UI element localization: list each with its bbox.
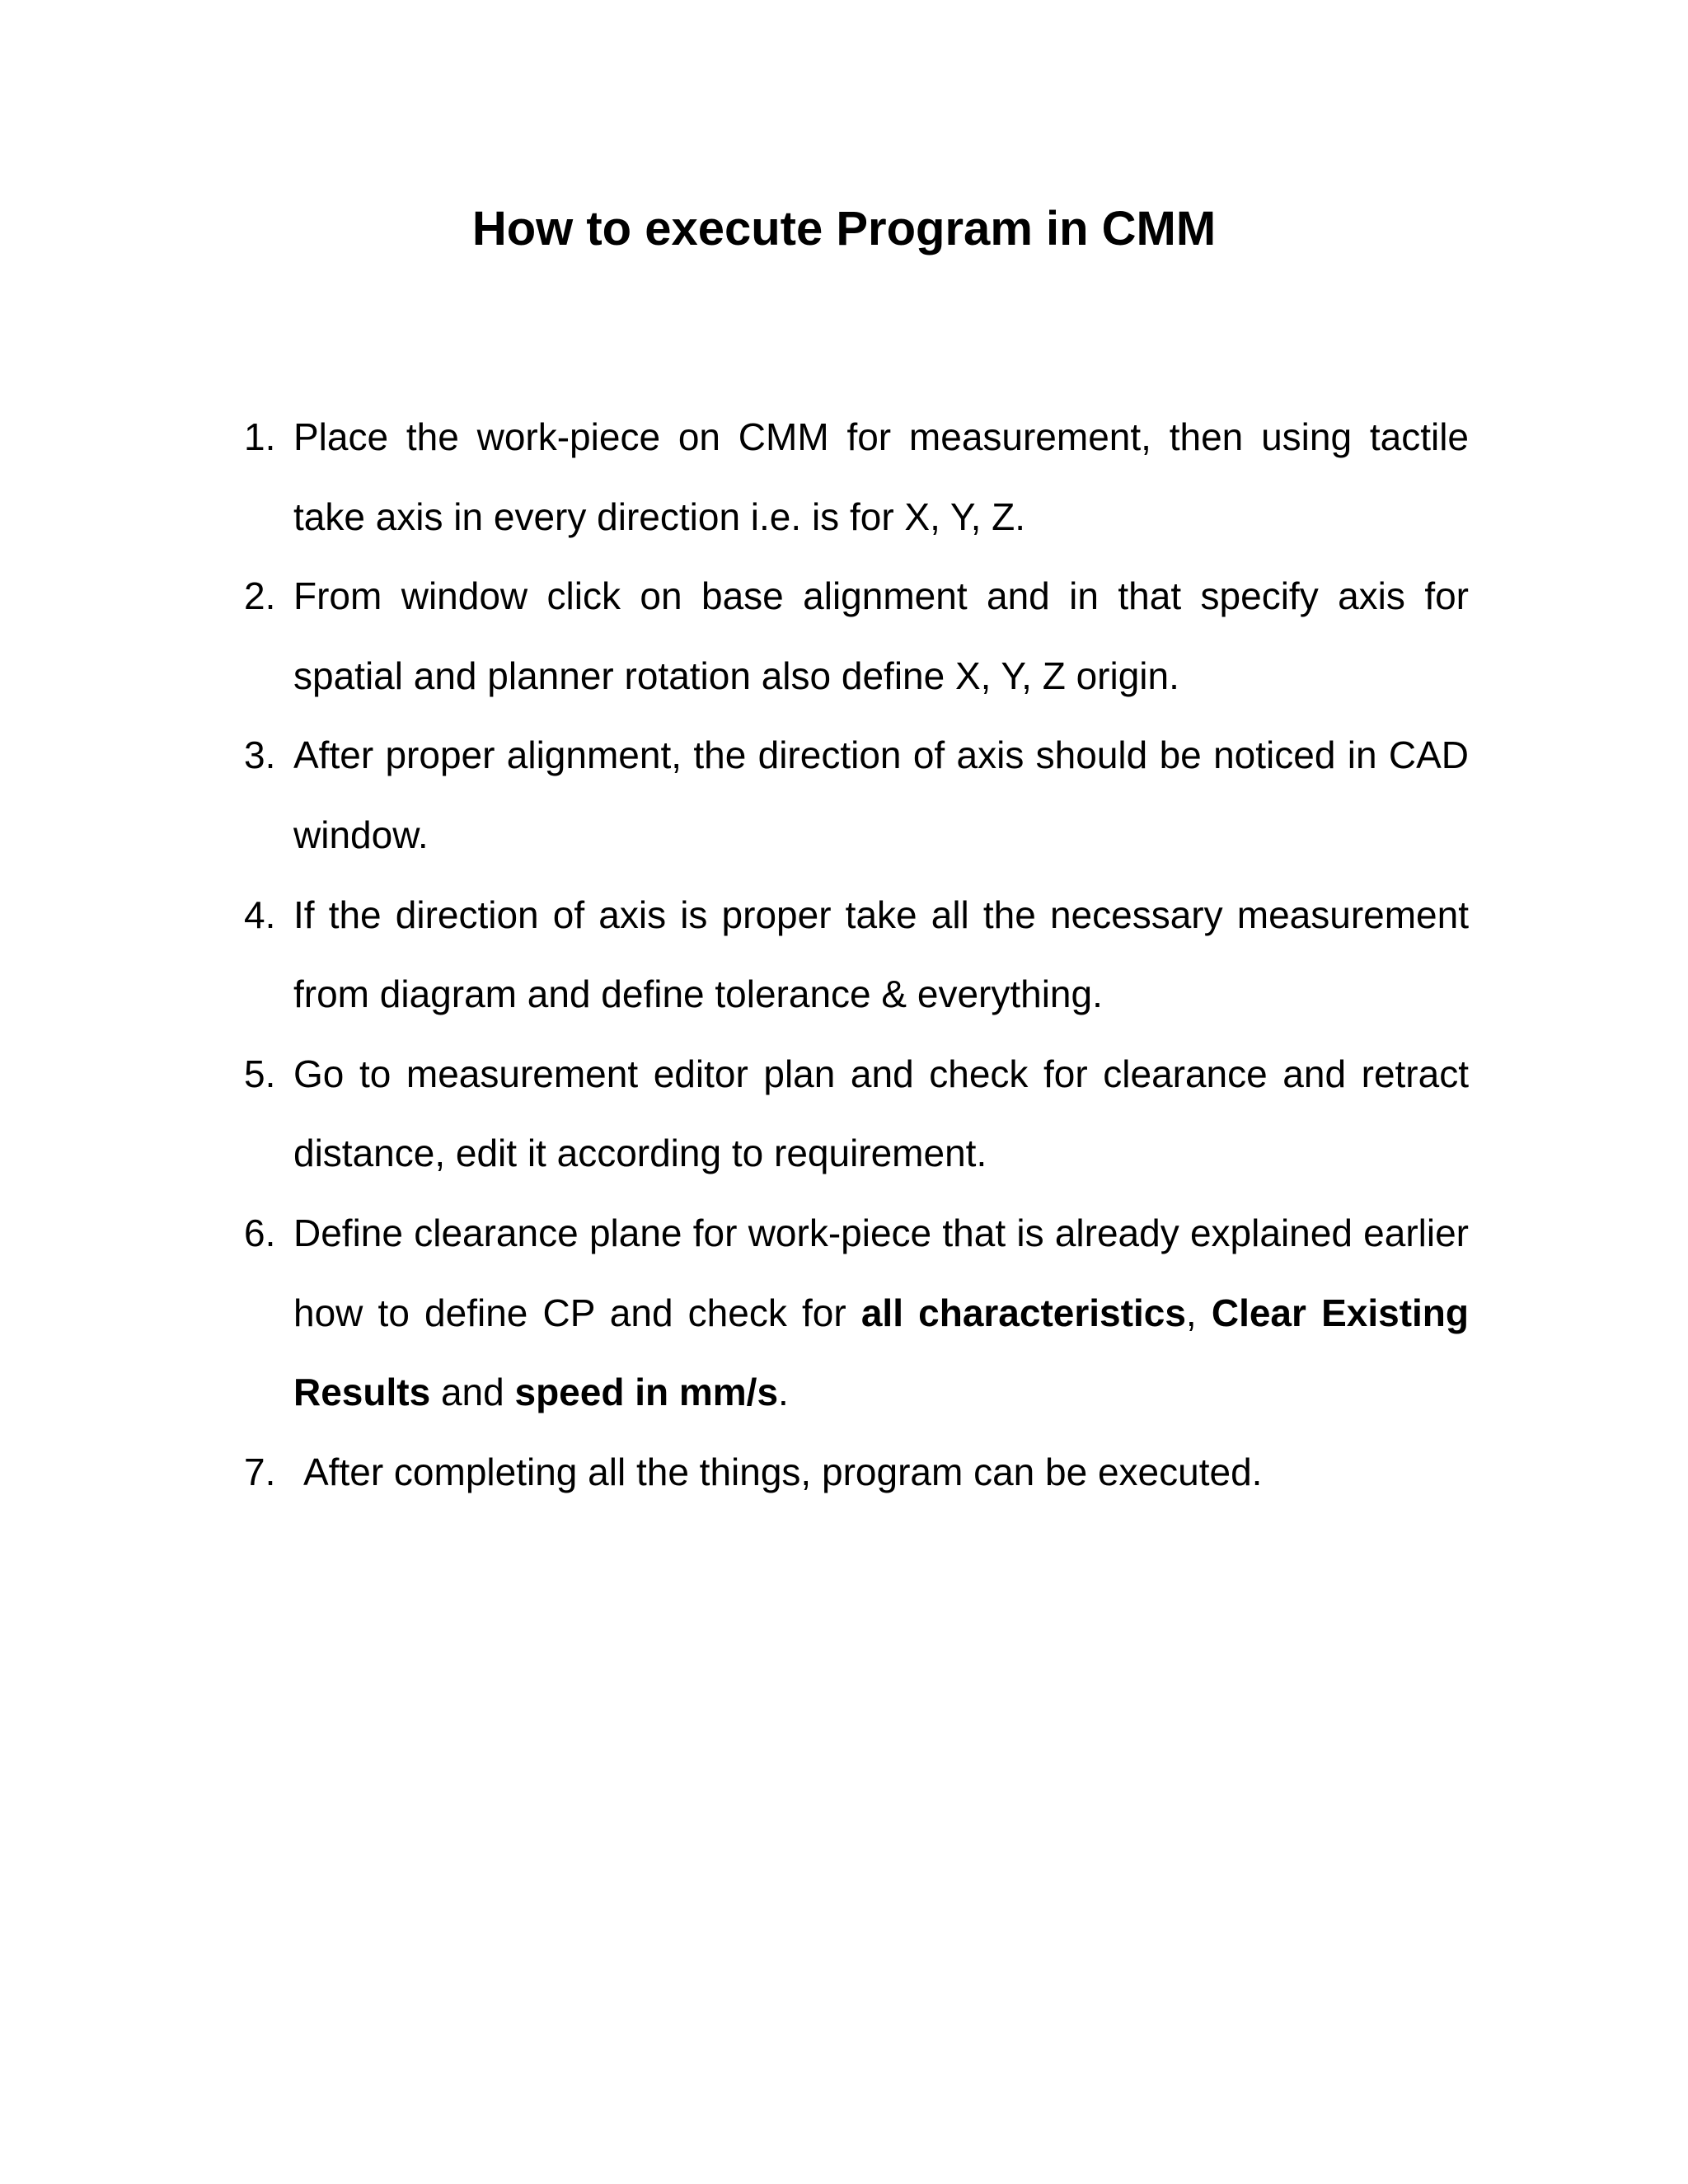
list-item-step-1 — [244, 397, 1469, 556]
step-text — [293, 1052, 1469, 1175]
steps-list — [244, 397, 1469, 1511]
step-text — [293, 733, 1469, 856]
step-text-segment: If the direction of axis is proper take all the necessary measurement from diagram and define tolerance & everything. — [293, 893, 1469, 1016]
list-item-step-7 — [244, 1432, 1469, 1512]
step-text-segment: Go to measurement editor plan and check for clearance and retract distance, edit it according to requirement. — [293, 1052, 1469, 1175]
list-item-step-6 — [244, 1193, 1469, 1432]
list-item-step-4 — [244, 875, 1469, 1034]
step-text — [293, 1212, 1469, 1413]
step-number: 5. — [244, 1052, 276, 1095]
step-number: 6. — [244, 1211, 276, 1254]
step-text — [293, 893, 1469, 1016]
step-text-segment: Place the work-piece on CMM for measurement, then using tactile take axis in every direction i.e. is for X, Y, Z. — [293, 415, 1469, 538]
step-number: 2. — [244, 574, 276, 618]
list-item-step-5 — [244, 1034, 1469, 1193]
list-item-step-2 — [244, 556, 1469, 715]
step-number: 7. — [244, 1450, 276, 1493]
step-text — [293, 415, 1469, 538]
step-text-segment: After proper alignment, the direction of axis should be noticed in CAD window. — [293, 733, 1469, 856]
step-number: 4. — [244, 893, 276, 936]
bold-term-all-characteristics: all characteristics — [860, 1291, 1186, 1334]
step-text-segment: From window click on base alignment and in that specify axis for spatial and planner rotation also define X, Y, Z origin. — [293, 574, 1469, 697]
step-number: 1. — [244, 415, 276, 458]
step-text-segment: After completing all the things, program can be executed. — [303, 1450, 1263, 1493]
step-number: 3. — [244, 733, 276, 777]
step-text — [303, 1451, 1262, 1493]
list-item-step-3 — [244, 715, 1469, 874]
step-text — [293, 574, 1469, 697]
step-text-segment: . — [778, 1371, 789, 1414]
bold-term-speed: speed in mm/s — [514, 1371, 779, 1414]
step-text-segment: , — [1185, 1291, 1212, 1334]
step-text-segment: and — [430, 1371, 515, 1414]
step-text-segment: Define clearance plane for work-piece that is already explained earlier how to define CP and check for — [293, 1211, 1469, 1334]
bold-term-clear-existing-results: Clear Existing Results — [293, 1291, 1469, 1414]
page-title: How to execute Program in CMM — [471, 202, 1217, 255]
